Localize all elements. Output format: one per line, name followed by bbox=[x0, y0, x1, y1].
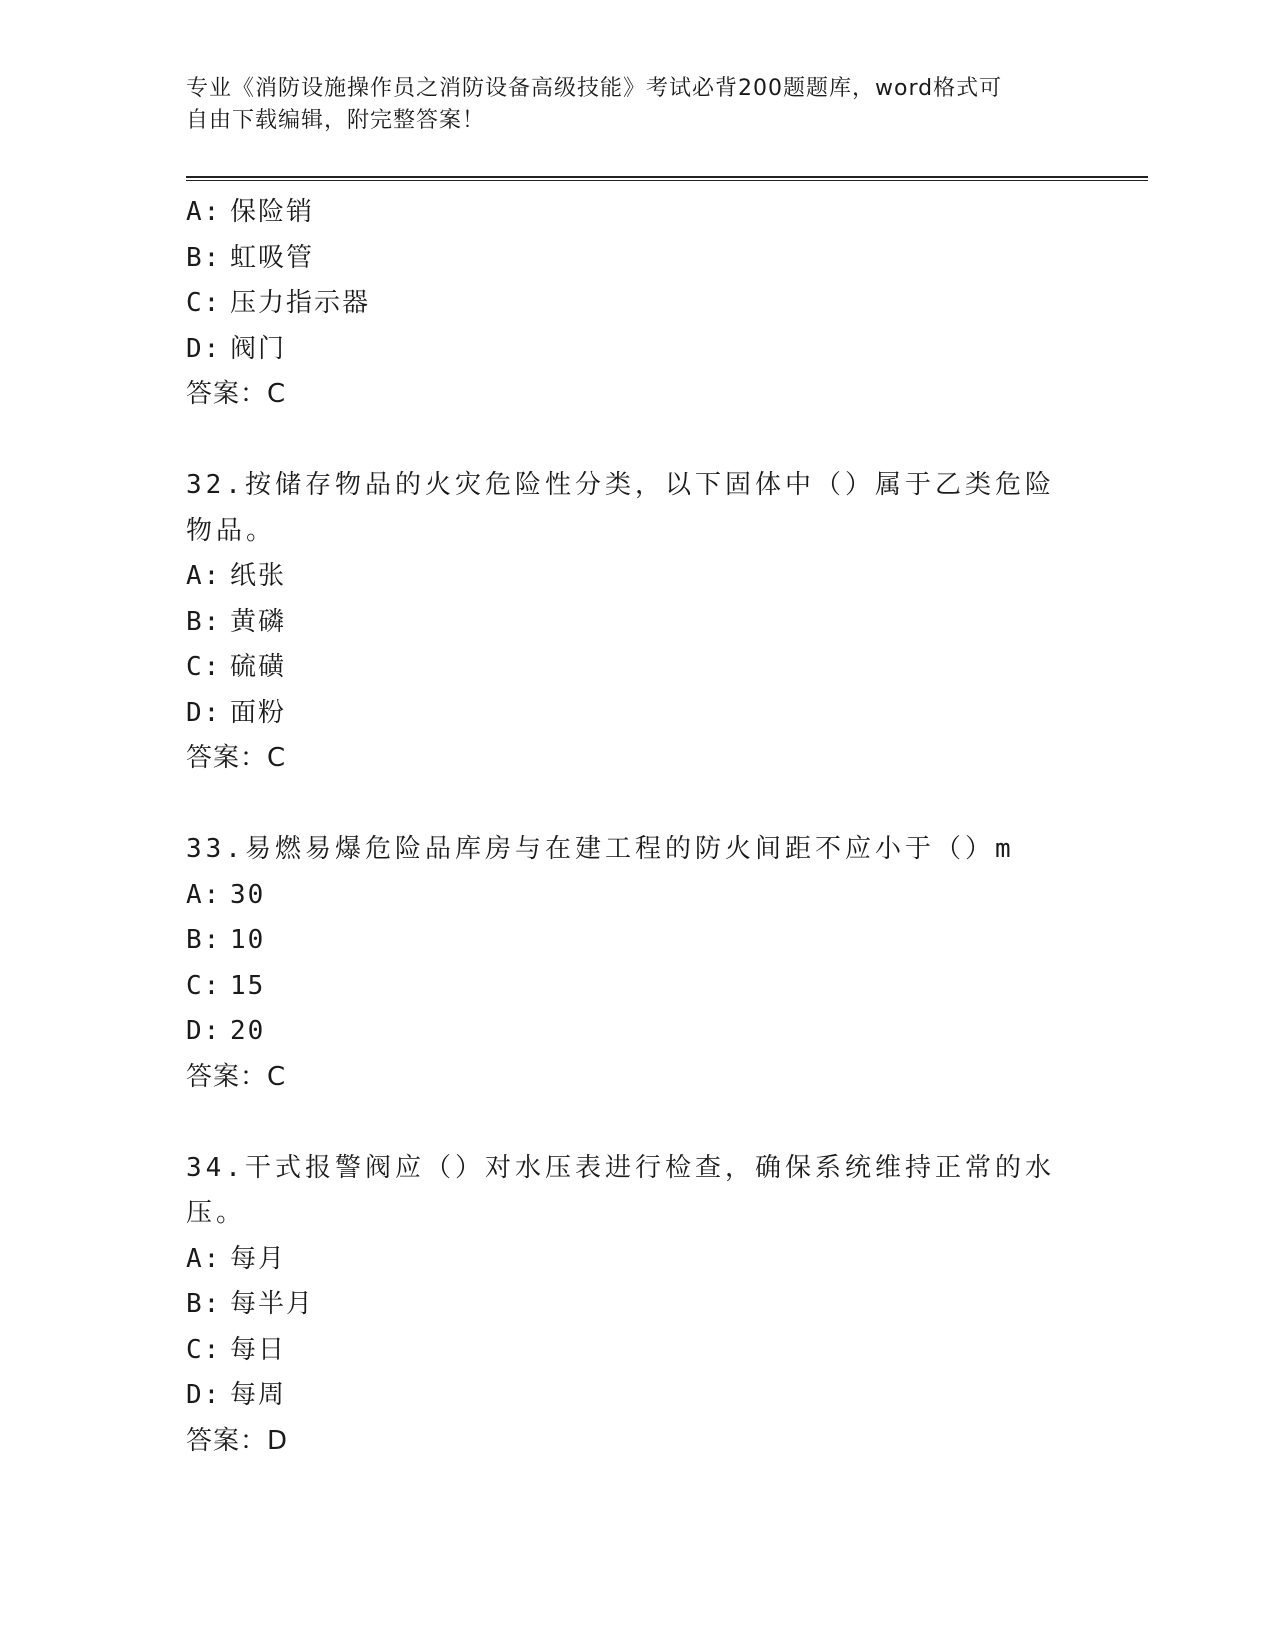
option-c: C: 15 bbox=[186, 970, 266, 1001]
document-header bbox=[186, 73, 1066, 137]
question-33 bbox=[186, 827, 1146, 1100]
question-34 bbox=[186, 1146, 1146, 1465]
answer: 答案：C bbox=[186, 743, 287, 773]
option-c: C: 压力指示器 bbox=[186, 288, 371, 318]
option-a: A: 纸张 bbox=[186, 561, 287, 591]
header-line-1: 专业《消防设施操作员之消防设备高级技能》考试必背200题题库，word格式可 bbox=[186, 76, 1003, 101]
option-a: A: 每月 bbox=[186, 1243, 287, 1274]
question-stem: 33.易燃易爆危险品库房与在建工程的防火间距不应小于（）m bbox=[186, 834, 1015, 864]
question-stem: 34.干式报警阀应（）对水压表进行检查，确保系统维持正常的水压。 bbox=[186, 1152, 1055, 1228]
option-b: B: 虹吸管 bbox=[186, 242, 315, 273]
option-a: A: 保险销 bbox=[186, 197, 315, 227]
header-rule bbox=[186, 176, 1148, 181]
answer: 答案：C bbox=[186, 1061, 287, 1092]
option-c: C: 硫磺 bbox=[186, 652, 287, 682]
option-d: D: 每周 bbox=[186, 1380, 287, 1410]
question-body bbox=[186, 190, 1146, 1464]
option-b: B: 10 bbox=[186, 925, 266, 955]
option-d: D: 面粉 bbox=[186, 697, 287, 728]
answer: 答案：D bbox=[186, 1425, 289, 1456]
question-31-options bbox=[186, 190, 1146, 418]
option-a: A: 30 bbox=[186, 879, 266, 910]
answer: 答案：C bbox=[186, 379, 287, 409]
option-c: C: 每日 bbox=[186, 1334, 287, 1365]
header-line-2: 自由下载编辑，附完整答案！ bbox=[186, 108, 486, 133]
option-b: B: 黄磷 bbox=[186, 606, 287, 637]
question-32 bbox=[186, 463, 1146, 782]
option-d: D: 阀门 bbox=[186, 333, 287, 364]
option-b: B: 每半月 bbox=[186, 1289, 315, 1319]
question-stem: 32.按储存物品的火灾危险性分类，以下固体中（）属于乙类危险物品。 bbox=[186, 470, 1055, 546]
option-d: D: 20 bbox=[186, 1016, 266, 1046]
